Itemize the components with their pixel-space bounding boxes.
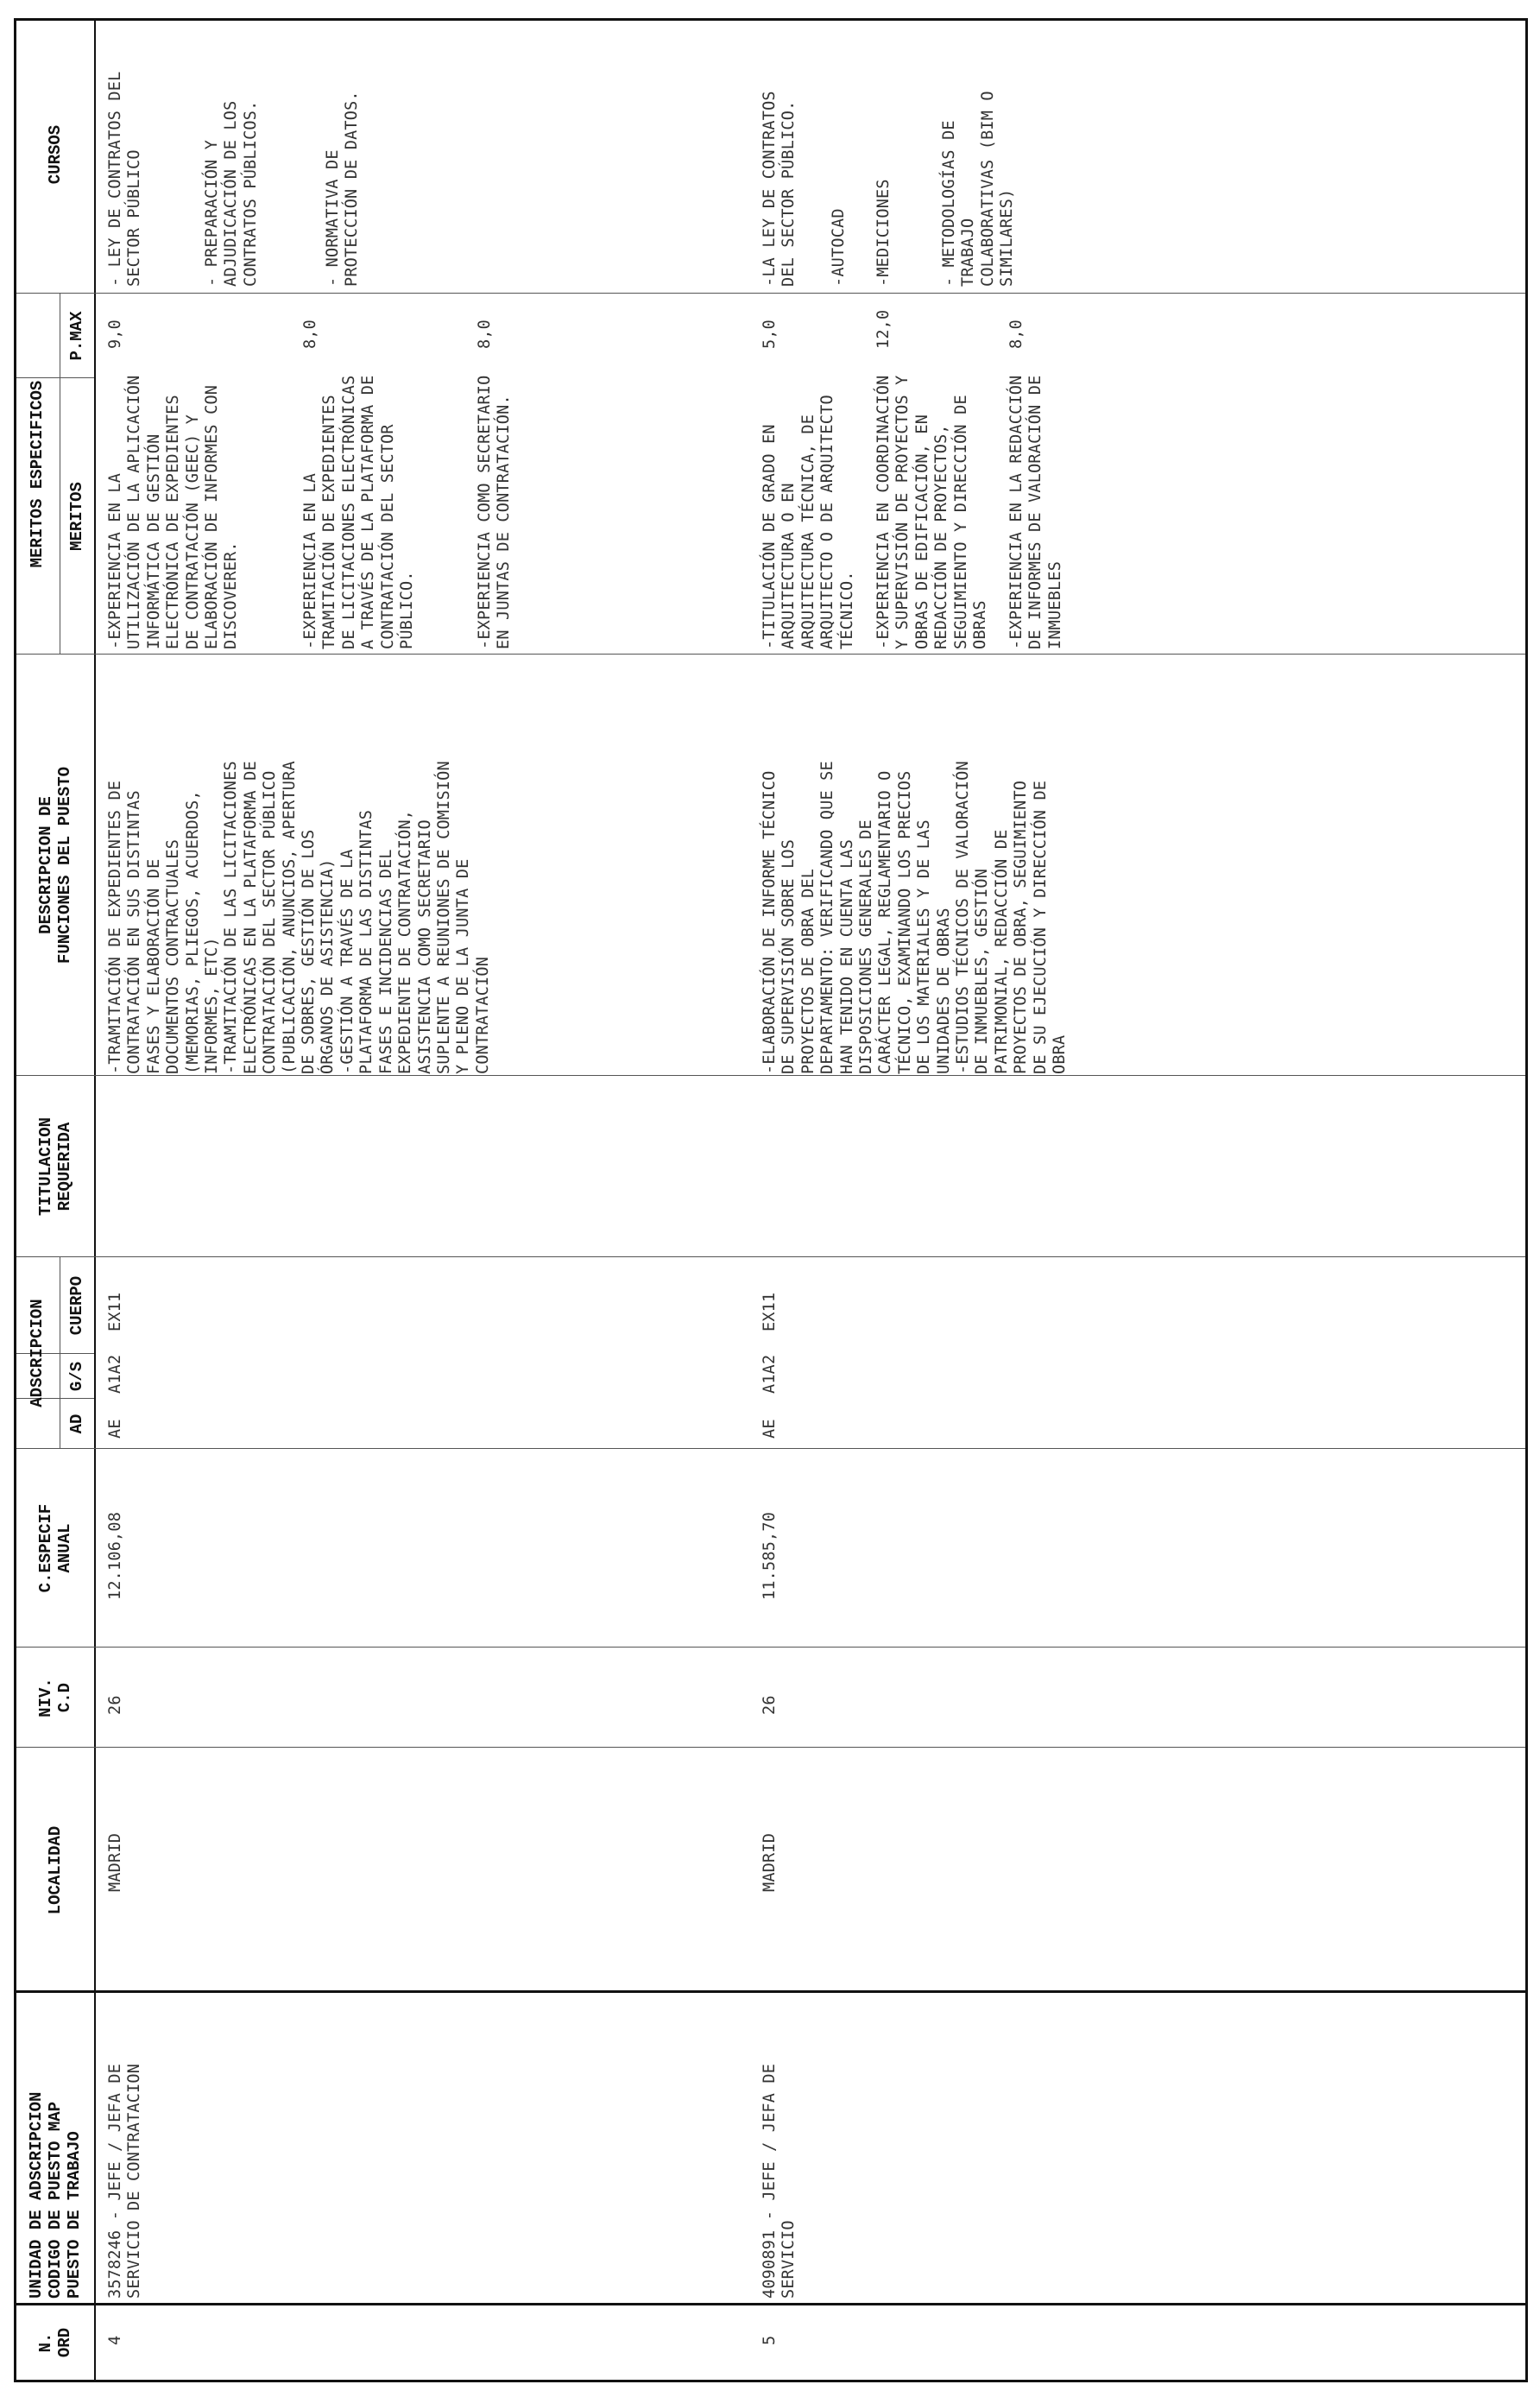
row-pmax: 8,0 — [1007, 319, 1026, 349]
header-pmax: P.MAX — [67, 311, 86, 361]
row-puesto: 3578246 - JEFE / JEFA DE SERVICIO DE CONTRATACION — [106, 2063, 144, 2299]
row-gs: A1A2 — [106, 1354, 124, 1394]
row-n-ord: 5 — [761, 2335, 779, 2345]
row-pmax: 8,0 — [476, 319, 494, 349]
row-ad: AE — [761, 1419, 779, 1439]
header-titulacion: TITULACION REQUERIDA — [36, 1116, 74, 1217]
header-cuerpo: CUERPO — [67, 1275, 86, 1336]
row-localidad: MADRID — [761, 1832, 779, 1892]
row-pmax: 8,0 — [301, 319, 319, 349]
header-unidad: UNIDAD DE ADSCRIPCION CODIGO DE PUESTO MAP PUESTO DE TRABAJO — [27, 2091, 84, 2299]
row-localidad: MADRID — [106, 1832, 124, 1892]
row-ad: AE — [106, 1419, 124, 1439]
row-merito: -EXPERIENCIA EN LA REDACCIÓN DE INFORMES DE VALORACIÓN DE INMUEBLES — [1007, 375, 1064, 649]
row-complemento: 12.106,08 — [106, 1511, 124, 1600]
row-cuerpo: EX11 — [106, 1292, 124, 1331]
header-meritos: MERITOS — [67, 482, 86, 551]
divider — [16, 293, 1525, 294]
header-gs: G/S — [67, 1361, 86, 1392]
header-n-ord: N. ORD — [36, 2327, 74, 2358]
row-merito: -EXPERIENCIA EN LA UTILIZACIÓN DE LA APLICACIÓN INFORMÁTICA DE GESTIÓN ELECTRÓNICA DE EXPEDIENTES DE CONTRATACIÓN (GEEC) Y ELABORACIÓN DE INFORMES CON DISCOVERER. — [106, 375, 241, 649]
header-localidad: LOCALIDAD — [46, 1825, 65, 1915]
row-curso: -LA LEY DE CONTRATOS DEL SECTOR PÚBLICO. — [761, 91, 798, 287]
row-curso: -MEDICIONES — [874, 179, 893, 287]
row-cuerpo: EX11 — [761, 1292, 779, 1331]
row-curso: - PREPARACIÓN Y ADJUDICACIÓN DE LOS CONTRATOS PÚBLICOS. — [203, 100, 260, 287]
divider — [16, 654, 1525, 655]
row-pmax: 9,0 — [106, 319, 124, 349]
row-n-ord: 4 — [106, 2335, 124, 2345]
header-nivel: NIV. C.D — [36, 1678, 74, 1717]
table-frame — [14, 18, 1528, 2382]
row-curso: - METODOLOGÍAS DE TRABAJO COLABORATIVAS (BIM O SIMILARES) — [940, 91, 1017, 287]
row-descripcion: -ELABORACIÓN DE INFORME TÉCNICO DE SUPERVISIÓN SOBRE LOS PROYECTOS DE OBRA DEL DEPARTAMENTO: VERIFICANDO QUE SE HAN TENIDO EN CUENTA LAS DISPOSICIONES GENERALES DE CARÁCTER LEGAL, REGLAMENTARIO O TÉCNICO, EXAMINANDO LOS PRECIOS DE LOS MATERIALES Y DE LAS UNIDADES DE OBRAS -ESTUDIOS TÉCNICOS DE VALORACIÓN DE INMUEBLES, GESTIÓN PATRIMONIAL, REDACCIÓN DE PROYECTOS DE OBRA, SEGUIMIENTO DE SU EJECUCIÓN Y DIRECCIÓN DE OBRA — [761, 761, 1070, 1074]
row-curso: - LEY DE CONTRATOS DEL SECTOR PÚBLICO — [106, 71, 144, 287]
header-meritos-especificos: MERITOS ESPECIFICOS — [28, 380, 47, 568]
row-nivel: 26 — [761, 1695, 779, 1715]
row-merito: -EXPERIENCIA COMO SECRETARIO EN JUNTAS DE CONTRATACIÓN. — [476, 375, 514, 649]
row-descripcion: -TRAMITACIÓN DE EXPEDIENTES DE CONTRATACIÓN EN SUS DISTINTAS FASES Y ELABORACIÓN DE DOCUMENTOS CONTRACTUALES (MEMORIAS, PLIEGOS, ACUERDOS, INFORMES, ETC) -TRAMITACIÓN DE LAS LICITACIONES ELECTRÓNICAS EN LA PLATAFORMA DE CONTRATACIÓN DEL SECTOR PÚBLICO (PUBLICACIÓN, ANUNCIOS, APERTURA DE SOBRES, GESTIÓN DE LOS ÓRGANOS DE ASISTENCIA) -GESTIÓN A TRAVÉS DE LA PLATAFORMA DE LAS DISTINTAS FASES E INCIDENCIAS DEL EXPEDIENTE DE CONTRATACIÓN, ASISTENCIA COMO SECRETARIO SUPLENTE A REUNIONES DE COMISIÓN Y PLENO DE LA JUNTA DE CONTRATACIÓN — [106, 761, 492, 1074]
header-cursos: CURSOS — [46, 124, 65, 185]
header-adscripcion: ADSCRIPCION — [28, 1299, 47, 1407]
row-nivel: 26 — [106, 1695, 124, 1715]
row-merito: -EXPERIENCIA EN LA TRAMITACIÓN DE EXPEDIENTES DE LICITACIONES ELECTRÓNICAS A TRAVÉS DE LA PLATAFORMA DE CONTRATACIÓN DEL SECTOR PÚBLICO. — [301, 375, 417, 649]
divider — [16, 1256, 1525, 1257]
divider — [16, 1075, 1525, 1076]
row-complemento: 11.585,70 — [761, 1511, 779, 1600]
divider — [16, 1990, 1525, 1993]
row-gs: A1A2 — [761, 1354, 779, 1394]
divider — [16, 1747, 1525, 1748]
header-complemento: C.ESPECIF ANUAL — [36, 1503, 74, 1593]
divider — [16, 2303, 1525, 2305]
row-pmax: 5,0 — [761, 319, 779, 349]
row-merito: -EXPERIENCIA EN COORDINACIÓN Y SUPERVISIÓN DE PROYECTOS Y OBRAS DE EDIFICACIÓN, EN REDACCIÓN DE PROYECTOS, SEGUIMIENTO Y DIRECCIÓN DE OBRAS — [874, 375, 990, 649]
row-curso: - NORMATIVA DE PROTECCIÓN DE DATOS. — [324, 91, 362, 287]
divider — [16, 1647, 1525, 1648]
row-merito: -TITULACIÓN DE GRADO EN ARQUITECTURA O EN ARQUITECTURA TÉCNICA, DE ARQUITECTO O DE ARQUITECTO TÉCNICO. — [761, 395, 856, 649]
row-puesto: 4090891 - JEFE / JEFA DE SERVICIO — [761, 2063, 798, 2299]
divider — [16, 1448, 1525, 1449]
header-ad: AD — [67, 1414, 86, 1434]
header-descripcion: DESCRIPCION DE FUNCIONES DEL PUESTO — [36, 766, 74, 964]
row-curso: -AUTOCAD — [830, 208, 848, 287]
row-pmax: 12,0 — [874, 309, 893, 349]
